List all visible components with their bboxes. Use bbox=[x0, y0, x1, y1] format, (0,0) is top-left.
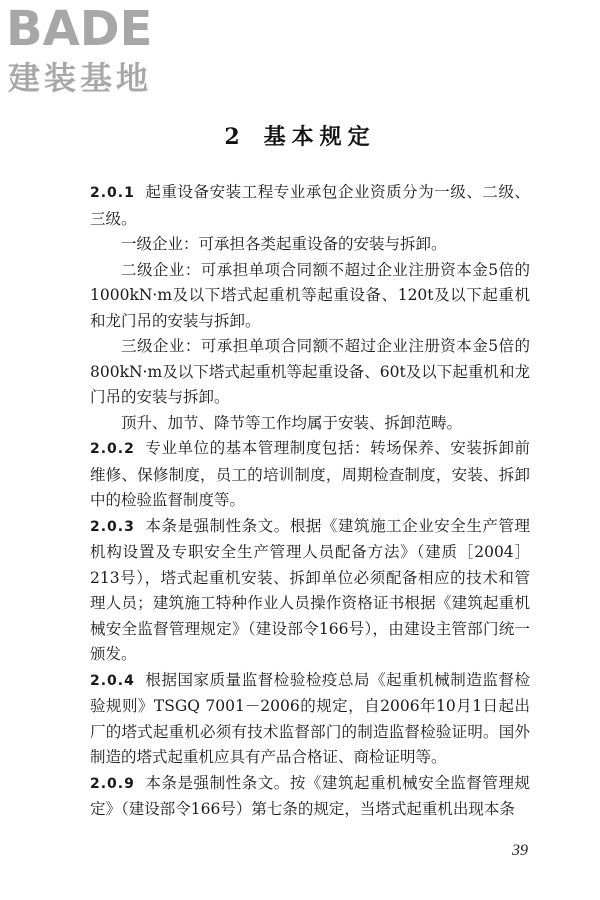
paragraph-text: 本条是强制性条文。根据《建筑施工企业安全生产管理机构设置及专职安全生产管理人员配备方法》（建质［2004］213号），塔式起重机安装、拆卸单位必须配备相应的技术和管理人员；建筑施工特种作业人员操作资格证书根据《建筑起重机械安全监督管理规定》（建设部令166号），由建设主管部门统一颁发。 bbox=[90, 516, 530, 663]
page-number: 39 bbox=[512, 842, 528, 859]
paragraph-text: 本条是强制性条文。按《建筑起重机械安全监督管理规定》（建设部令166号）第七条的规定，当塔式起重机出现本条 bbox=[90, 773, 530, 818]
body-text bbox=[90, 180, 530, 823]
paragraph-grade-3 bbox=[90, 334, 530, 411]
paragraph-text: 三级企业：可承担单项合同额不超过企业注册资本金5倍的800kN·m及以下塔式起重机等起重设备、60t及以下起重机和龙门吊的安装与拆卸。 bbox=[90, 337, 530, 406]
paragraph-scope bbox=[90, 411, 530, 437]
paragraph-2-0-3 bbox=[90, 514, 530, 668]
paragraph-2-0-2 bbox=[90, 436, 530, 514]
clause-number: 2.0.3 bbox=[90, 518, 135, 535]
paragraph-text: 二级企业：可承担单项合同额不超过企业注册资本金5倍的1000kN·m及以下塔式起重机等起重设备、120t及以下起重机和龙门吊的安装与拆卸。 bbox=[90, 260, 530, 330]
paragraph-text: 起重设备安装工程专业承包企业资质分为一级、二级、三级。 bbox=[90, 183, 530, 228]
clause-number: 2.0.2 bbox=[90, 441, 135, 457]
logo-subtitle: 建装基地 bbox=[8, 59, 153, 97]
clause-number: 2.0.9 bbox=[90, 775, 135, 792]
chapter-number: 2 bbox=[224, 124, 246, 150]
logo-word: BADE bbox=[6, 1, 153, 57]
paragraph-2-0-4 bbox=[90, 668, 530, 771]
paragraph-text: 顶升、加节、降节等工作均属于安装、拆卸范畴。 bbox=[121, 413, 463, 432]
paragraph-grade-2 bbox=[90, 258, 530, 335]
paragraph-grade-1 bbox=[90, 232, 530, 258]
clause-number: 2.0.1 bbox=[90, 185, 135, 201]
paragraph-text: 一级企业：可承担各类起重设备的安装与拆卸。 bbox=[121, 235, 447, 253]
paragraph-2-0-1 bbox=[90, 180, 530, 232]
paragraph-2-0-9 bbox=[90, 771, 530, 823]
clause-number: 2.0.4 bbox=[90, 672, 135, 689]
chapter-title-text: 基本规定 bbox=[263, 125, 376, 150]
paragraph-text: 根据国家质量监督检验检疫总局《起重机械制造监督检验规则》TSGQ 7001－2006的规定，自2006年10月1日起出厂的塔式起重机必须有技术监督部门的制造监督检验证明。国外制造的塔式起重机应具有产品合格证、商检证明等。 bbox=[90, 670, 530, 766]
paragraph-text: 专业单位的基本管理制度包括：转场保养、安装拆卸前维修、保修制度，员工的培训制度，周期检查制度，安装、拆卸中的检验监督制度等。 bbox=[90, 439, 530, 509]
chapter-title bbox=[0, 120, 600, 151]
watermark-logo bbox=[6, 2, 196, 98]
